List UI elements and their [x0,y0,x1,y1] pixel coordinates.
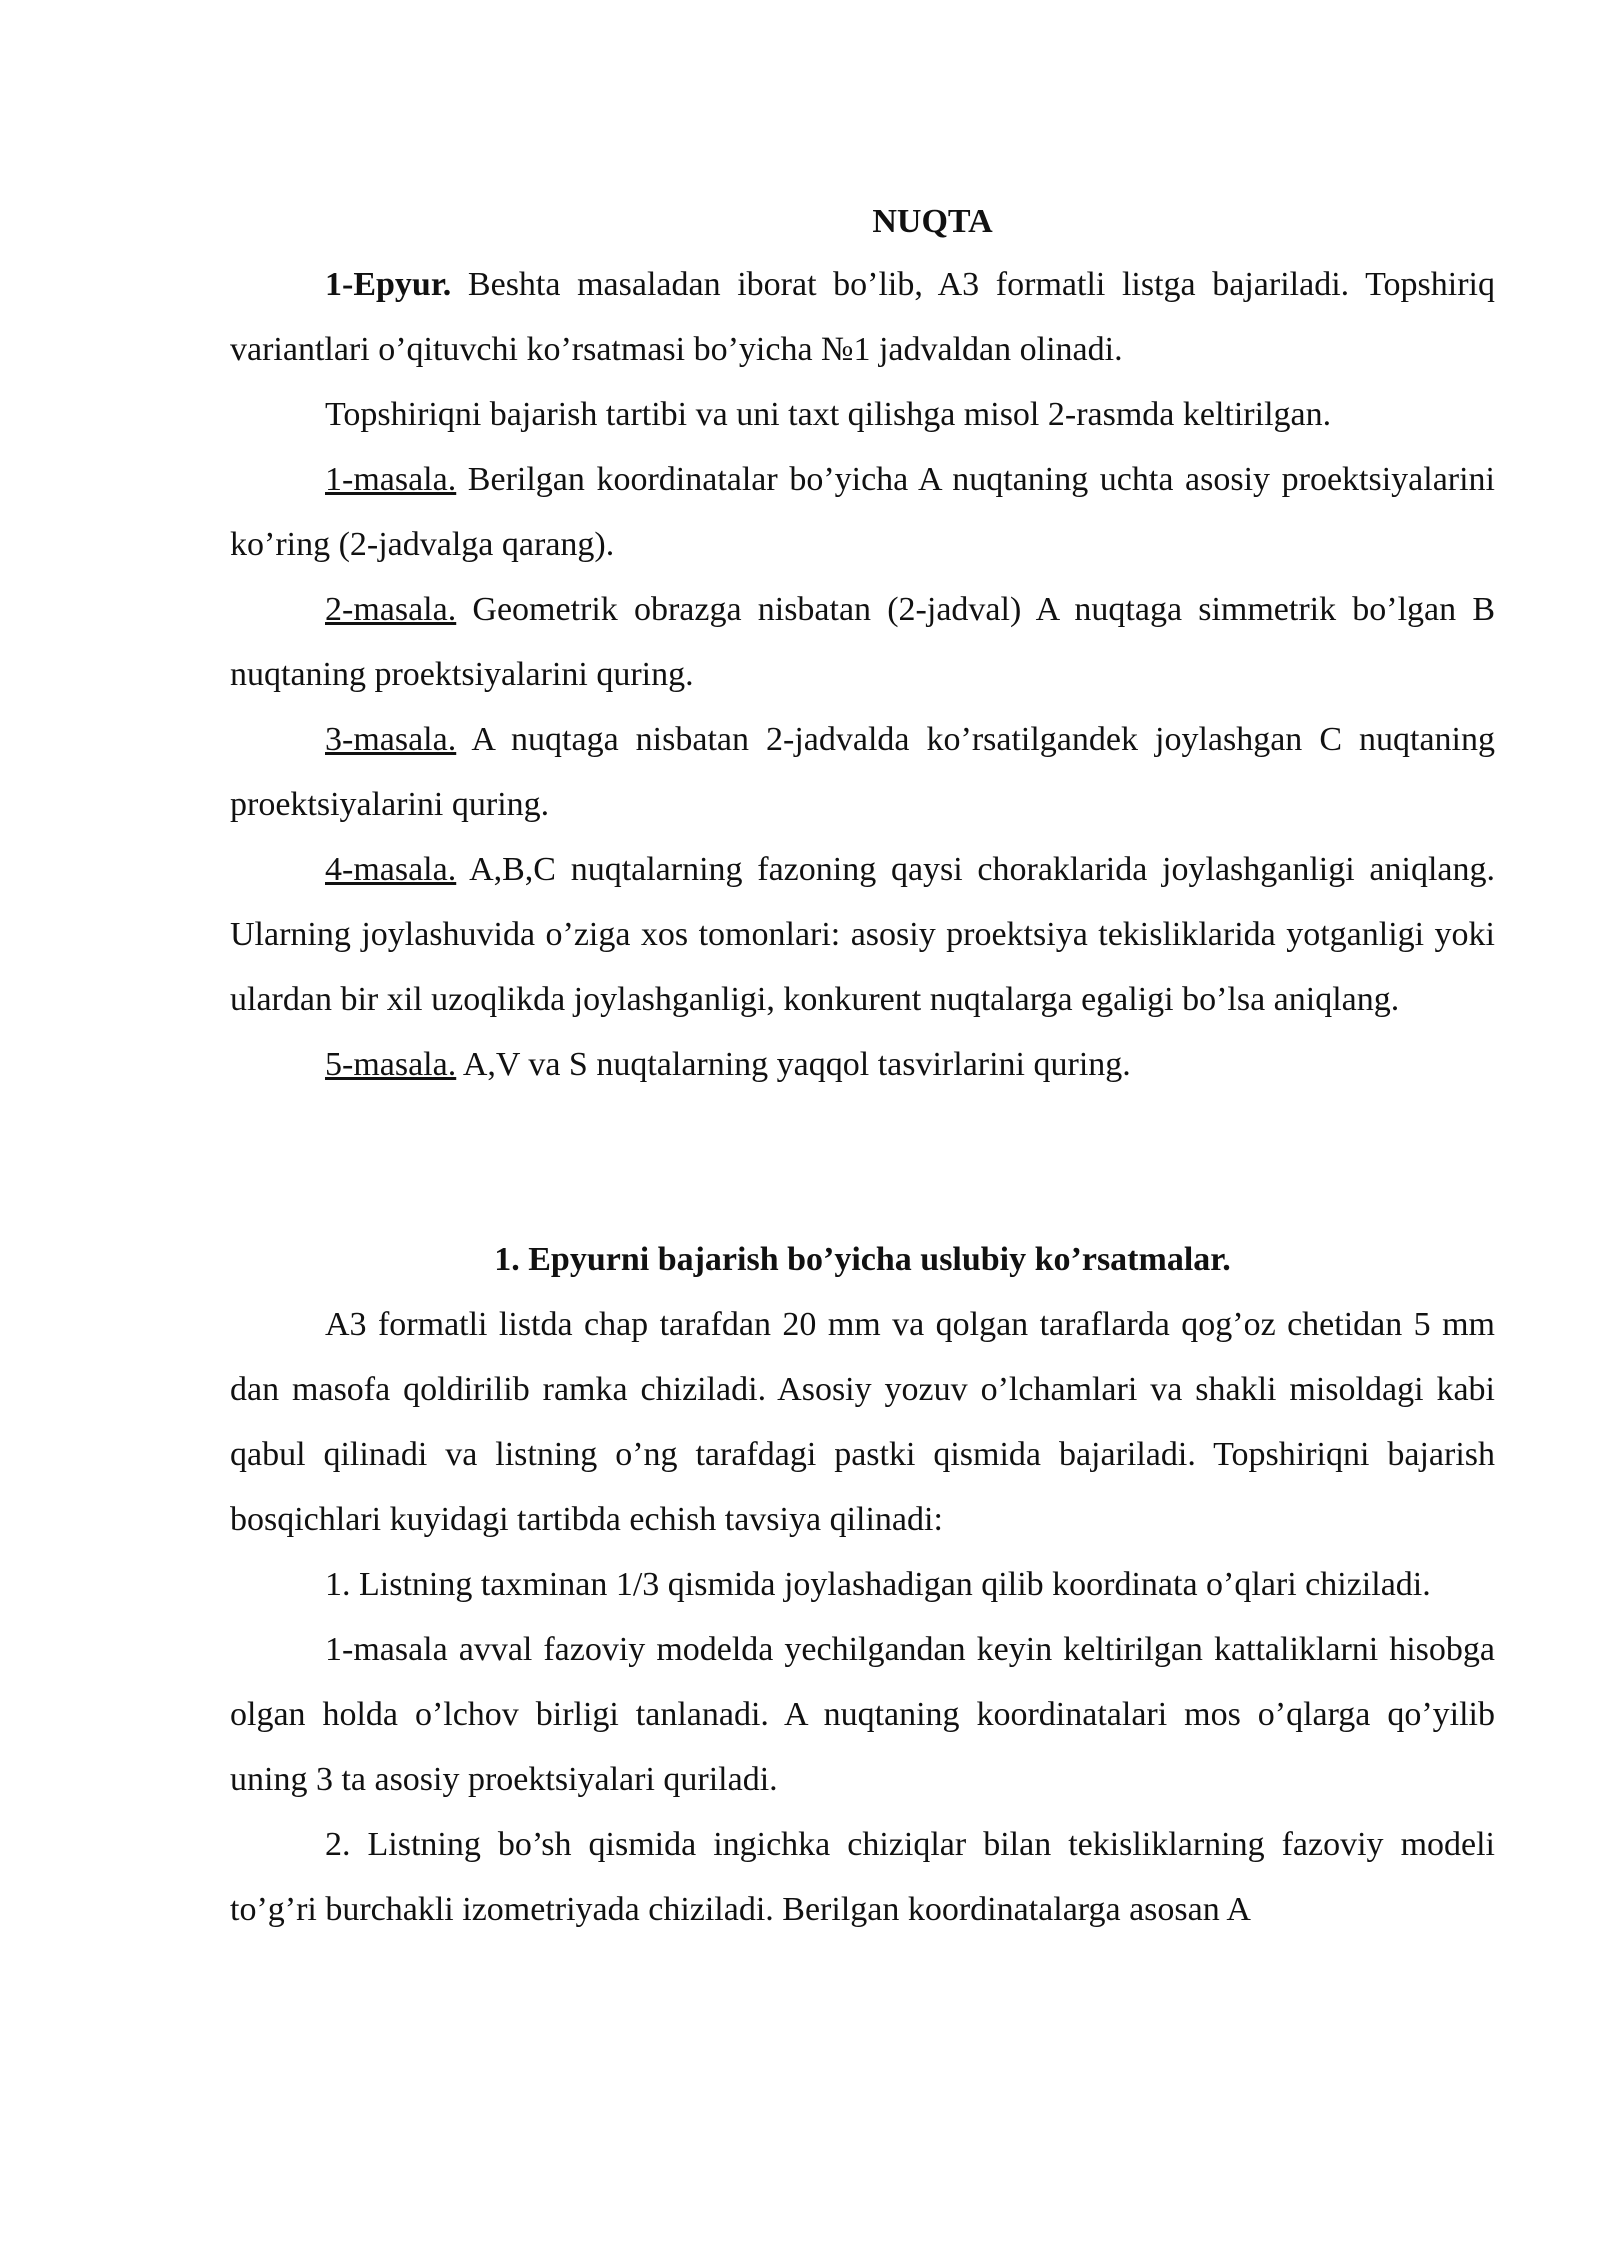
document-title: NUQTA [872,203,993,240]
task-label: 1-masala. [325,461,457,498]
task-text: Berilgan koordinatalar bo’yicha A nuqtaning uchta asosiy proektsiyalarini ko’ring (2-jadvalga qarang). [230,461,1495,563]
task-label: 3-masala. [325,721,457,758]
task-4 [230,837,1495,1032]
order-paragraph: Topshiriqni bajarish tartibi va uni taxt qilishga misol 2-rasmda keltirilgan. [325,396,1332,433]
task-3 [230,707,1495,837]
section-paragraph: 1. Listning taxminan 1/3 qismida joylashadigan qilib koordinata o’qlari chiziladi. [325,1566,1431,1603]
task-label: 2-masala. [325,591,457,628]
task-2 [230,577,1495,707]
section-heading: 1. Epyurni bajarish bo’yicha uslubiy ko’rsatmalar. [494,1241,1231,1278]
task-text: Geometrik obrazga nisbatan (2-jadval) A nuqtaga simmetrik bo’lgan B nuqtaning proektsiyalarini quring. [230,591,1495,693]
task-text: A,B,C nuqtalarning fazoning qaysi choraklarida joylashganligi aniqlang. Ularning joylashuvida o’ziga xos tomonlari: asosiy proektsiya tekisliklarida yotganligi yoki ulardan bir xil uzoqlikda joylashganligi, konkurent nuqtalarga egaligi bo’lsa aniqlang. [230,851,1495,1018]
section-paragraph: A3 formatli listda chap tarafdan 20 mm va qolgan taraflarda qog’oz chetidan 5 mm dan masofa qoldirilib ramka chiziladi. Asosiy yozuv o’lchamlari va shakli misoldagi kabi qabul qilinadi va listning o’ng tarafdagi pastki qismida bajariladi. Topshiriqni bajarish bosqichlari kuyidagi tartibda echish tavsiya qilinadi: [230,1306,1495,1538]
section-paragraph: 1-masala avval fazoviy modelda yechilgandan keyin keltirilgan kattaliklarni hisobga olgan holda o’lchov birligi tanlanadi. A nuqtaning koordinatalari mos o’qlarga qo’yilib uning 3 ta asosiy proektsiyalari quriladi. [230,1631,1495,1798]
task-5 [230,1032,1495,1097]
intro-label: 1-Epyur. [325,266,452,303]
task-text: A nuqtaga nisbatan 2-jadvalda ko’rsatilgandek joylashgan C nuqtaning proektsiyalarini quring. [230,721,1495,823]
task-text: A,V va S nuqtalarning yaqqol tasvirlarini quring. [456,1046,1131,1083]
task-label: 4-masala. [325,851,457,888]
intro-paragraph [230,252,1495,382]
document-body [230,192,1495,1942]
task-1 [230,447,1495,577]
intro-text: Beshta masaladan iborat bo’lib, A3 formatli listga bajariladi. Topshiriq variantlari o’qituvchi ko’rsatmasi bo’yicha №1 jadvaldan olinadi. [230,266,1495,368]
task-label: 5-masala. [325,1046,457,1083]
section-paragraph: 2. Listning bo’sh qismida ingichka chiziqlar bilan tekisliklarning fazoviy modeli to’g’ri burchakli izometriyada chiziladi. Berilgan koordinatalarga asosan A [230,1826,1495,1928]
